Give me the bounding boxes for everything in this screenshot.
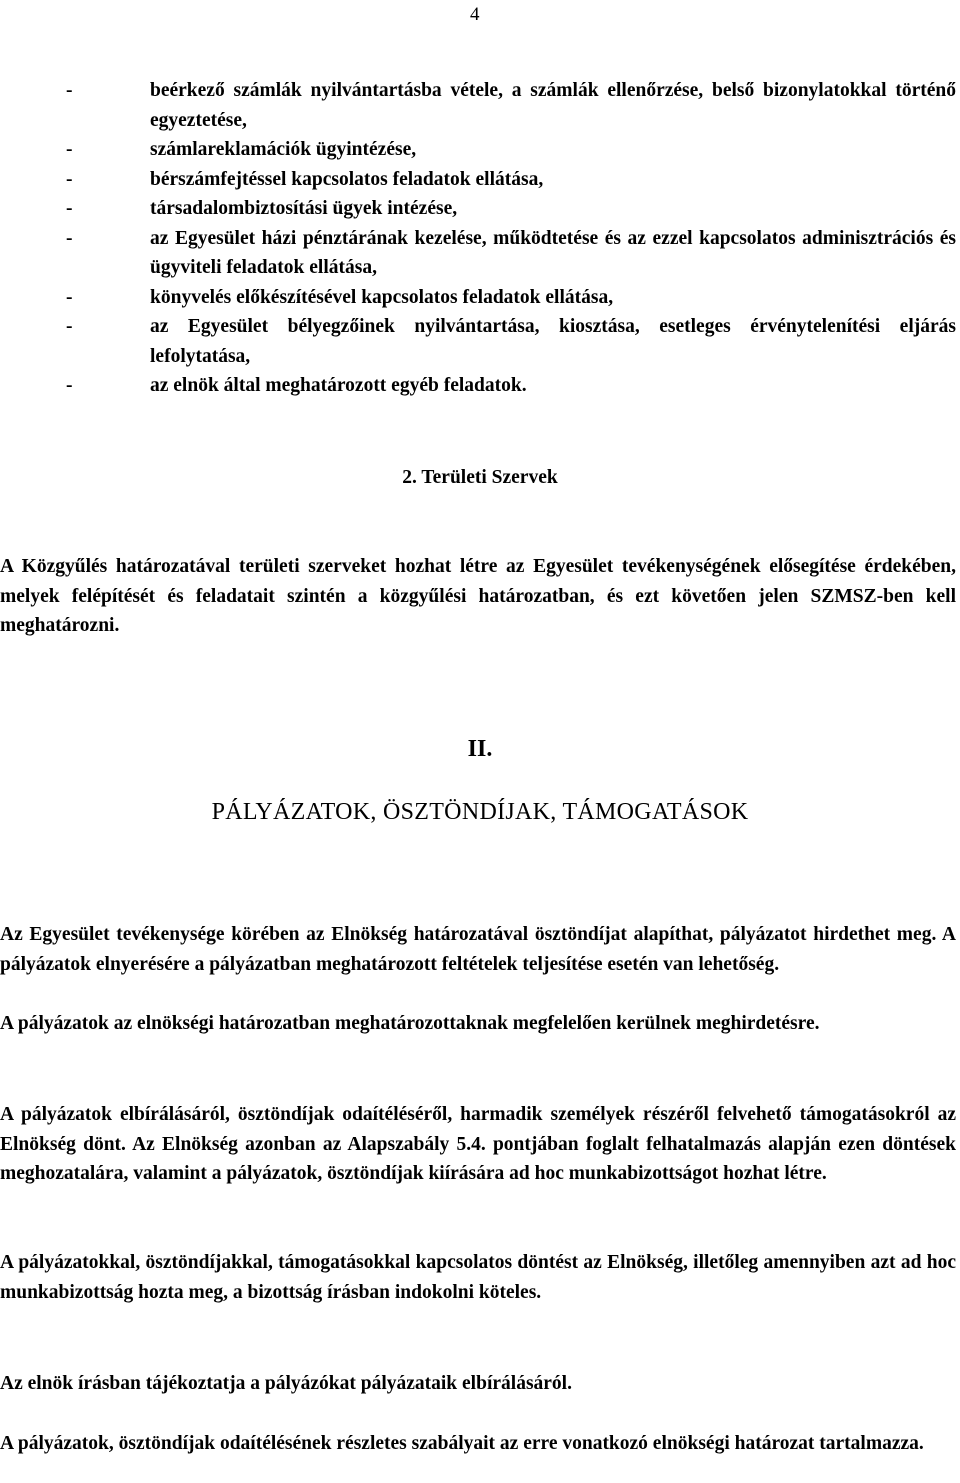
section-paragraph: A Közgyűlés határozatával területi szerveket hozhat létre az Egyesület tevékenységének elősegítése érdekében, melyek felépítését és feladatait szintén a közgyűlési határozatban, és ezt követően jelen SZMSZ-ben kell meghatározni. xyxy=(0,556,956,636)
list-item-text: bérszámfejtéssel kapcsolatos feladatok ellátása, xyxy=(150,168,544,190)
list-item xyxy=(66,283,956,313)
list-item xyxy=(66,194,956,224)
list-item xyxy=(66,165,956,195)
list-item-text: az Egyesület bélyegzőinek nyilvántartása, kiosztása, esetleges érvénytelenítési eljárás lefolytatása, xyxy=(150,316,956,367)
list-dash: - xyxy=(66,227,73,249)
paragraph: A pályázatok az elnökségi határozatban meghatározottaknak megfelelően kerülnek meghirdetésre. xyxy=(0,1013,820,1034)
list-dash: - xyxy=(66,375,73,396)
list-item xyxy=(66,224,956,283)
page-number: 4 xyxy=(470,4,480,25)
list-item xyxy=(66,371,956,401)
chapter-title: PÁLYÁZATOK, ÖSZTÖNDÍJAK, TÁMOGATÁSOK xyxy=(211,799,749,825)
list-dash: - xyxy=(66,80,73,101)
list-item-text: az elnök által meghatározott egyéb feladatok. xyxy=(150,375,527,396)
task-list xyxy=(66,76,956,401)
list-dash: - xyxy=(66,139,73,160)
list-dash: - xyxy=(66,316,73,337)
paragraph: A pályázatok elbírálásáról, ösztöndíjak odaítéléséről, harmadik személyek részéről felvehető támogatásokról az Elnökség dönt. Az Elnökség azonban az Alapszabály 5.4. pontjában foglalt felhatalmazás alapján ezen döntések meghozatalára, valamint a pályázatok, ösztöndíjak kiírására ad hoc munkabizottságot hozhat létre. xyxy=(0,1104,956,1184)
list-dash: - xyxy=(66,168,73,190)
section-heading: 2. Területi Szervek xyxy=(402,467,558,488)
list-item xyxy=(66,135,956,165)
paragraph: Az Egyesület tevékenysége körében az Elnökség határozatával ösztöndíjat alapíthat, pályázatot hirdethet meg. A pályázatok elnyerésére a pályázatban meghatározott feltételek teljesítése esetén van lehetőség. xyxy=(0,924,956,975)
list-item-text: számlareklamációk ügyintézése, xyxy=(150,139,417,160)
list-item xyxy=(66,76,956,135)
paragraph: Az elnök írásban tájékoztatja a pályázókat pályázataik elbírálásáról. xyxy=(0,1373,572,1394)
paragraph: A pályázatok, ösztöndíjak odaítélésének részletes szabályait az erre vonatkozó elnökségi határozat tartalmazza. xyxy=(0,1433,924,1454)
list-item-text: társadalombiztosítási ügyek intézése, xyxy=(150,198,458,219)
list-dash: - xyxy=(66,286,73,308)
chapter-number: II. xyxy=(467,736,493,762)
list-item-text: beérkező számlák nyilvántartásba vétele, a számlák ellenőrzése, belső bizonylatokkal történő egyeztetése, xyxy=(150,80,956,131)
list-item xyxy=(66,312,956,371)
list-item-text: az Egyesület házi pénztárának kezelése, működtetése és az ezzel kapcsolatos adminisztrációs és ügyviteli feladatok ellátása, xyxy=(150,227,956,278)
paragraph: A pályázatokkal, ösztöndíjakkal, támogatásokkal kapcsolatos döntést az Elnökség, illetőleg amennyiben azt ad hoc munkabizottság hozta meg, a bizottság írásban indokolni köteles. xyxy=(0,1252,956,1303)
list-item-text: könyvelés előkészítésével kapcsolatos feladatok ellátása, xyxy=(150,286,614,308)
list-dash: - xyxy=(66,198,73,219)
